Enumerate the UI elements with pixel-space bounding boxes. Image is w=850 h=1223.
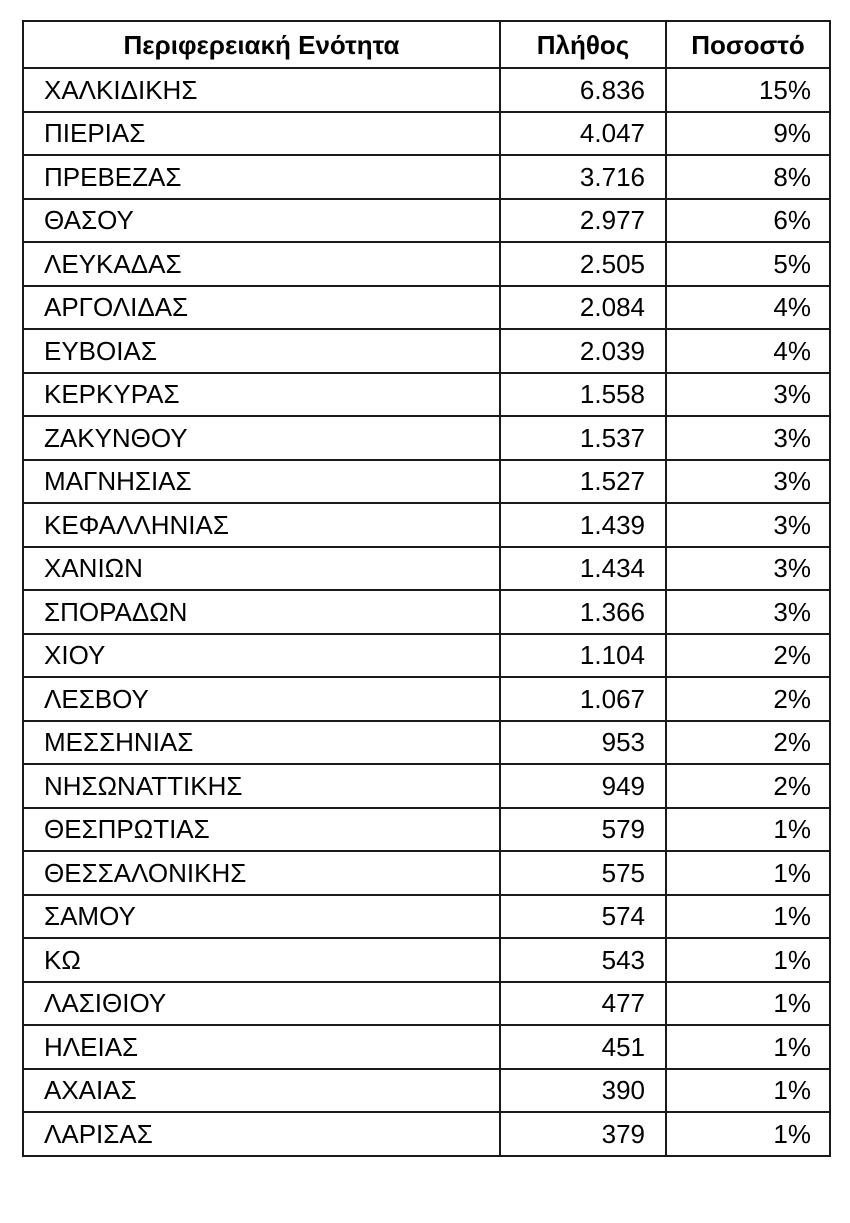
count-cell: 574 <box>500 895 666 939</box>
table-row <box>23 547 830 591</box>
percent-cell: 5% <box>666 242 830 286</box>
table-row <box>23 764 830 808</box>
table-row <box>23 721 830 765</box>
percent-cell: 2% <box>666 721 830 765</box>
region-name-cell: ΧΙΟΥ <box>23 634 500 678</box>
table-row <box>23 112 830 156</box>
percent-cell: 3% <box>666 460 830 504</box>
region-name-cell: ΚΕΦΑΛΛΗΝΙΑΣ <box>23 503 500 547</box>
region-name-cell: ΕΥΒΟΙΑΣ <box>23 329 500 373</box>
table-row <box>23 68 830 112</box>
table-row <box>23 808 830 852</box>
count-cell: 390 <box>500 1069 666 1113</box>
count-cell: 1.439 <box>500 503 666 547</box>
header-count: Πλήθος <box>500 21 666 68</box>
percent-cell: 15% <box>666 68 830 112</box>
percent-cell: 3% <box>666 547 830 591</box>
percent-cell: 1% <box>666 1069 830 1113</box>
region-name-cell: ΚΩ <box>23 938 500 982</box>
count-cell: 2.977 <box>500 199 666 243</box>
percent-cell: 3% <box>666 416 830 460</box>
percent-cell: 4% <box>666 286 830 330</box>
region-name-cell: ΗΛΕΙΑΣ <box>23 1025 500 1069</box>
region-name-cell: ΑΡΓΟΛΙΔΑΣ <box>23 286 500 330</box>
region-name-cell: ΛΕΣΒΟΥ <box>23 677 500 721</box>
count-cell: 543 <box>500 938 666 982</box>
count-cell: 2.084 <box>500 286 666 330</box>
count-cell: 3.716 <box>500 155 666 199</box>
count-cell: 1.558 <box>500 373 666 417</box>
percent-cell: 2% <box>666 634 830 678</box>
region-name-cell: ΣΑΜΟΥ <box>23 895 500 939</box>
percent-cell: 4% <box>666 329 830 373</box>
percent-cell: 6% <box>666 199 830 243</box>
table-row <box>23 503 830 547</box>
region-name-cell: ΖΑΚΥΝΘΟΥ <box>23 416 500 460</box>
table-row <box>23 590 830 634</box>
region-name-cell: ΛΕΥΚΑΔΑΣ <box>23 242 500 286</box>
count-cell: 4.047 <box>500 112 666 156</box>
region-name-cell: ΜΑΓΝΗΣΙΑΣ <box>23 460 500 504</box>
percent-cell: 9% <box>666 112 830 156</box>
table-header <box>23 21 830 68</box>
count-cell: 1.104 <box>500 634 666 678</box>
percent-cell: 1% <box>666 1112 830 1156</box>
table-row <box>23 242 830 286</box>
region-name-cell: ΧΑΛΚΙΔΙΚΗΣ <box>23 68 500 112</box>
count-cell: 1.366 <box>500 590 666 634</box>
header-row <box>23 21 830 68</box>
percent-cell: 1% <box>666 808 830 852</box>
table-row <box>23 1112 830 1156</box>
percent-cell: 3% <box>666 590 830 634</box>
count-cell: 2.039 <box>500 329 666 373</box>
table-row <box>23 938 830 982</box>
table-row <box>23 460 830 504</box>
count-cell: 379 <box>500 1112 666 1156</box>
count-cell: 575 <box>500 851 666 895</box>
count-cell: 1.537 <box>500 416 666 460</box>
percent-cell: 8% <box>666 155 830 199</box>
percent-cell: 1% <box>666 982 830 1026</box>
region-name-cell: ΚΕΡΚΥΡΑΣ <box>23 373 500 417</box>
count-cell: 953 <box>500 721 666 765</box>
region-name-cell: ΠΡΕΒΕΖΑΣ <box>23 155 500 199</box>
percent-cell: 1% <box>666 938 830 982</box>
percent-cell: 3% <box>666 503 830 547</box>
table-row <box>23 155 830 199</box>
percent-cell: 3% <box>666 373 830 417</box>
count-cell: 579 <box>500 808 666 852</box>
table-row <box>23 286 830 330</box>
region-name-cell: ΝΗΣΩΝΑΤΤΙΚΗΣ <box>23 764 500 808</box>
region-name-cell: ΜΕΣΣΗΝΙΑΣ <box>23 721 500 765</box>
percent-cell: 1% <box>666 1025 830 1069</box>
region-name-cell: ΣΠΟΡΑΔΩΝ <box>23 590 500 634</box>
count-cell: 477 <box>500 982 666 1026</box>
region-name-cell: ΛΑΣΙΘΙΟΥ <box>23 982 500 1026</box>
count-cell: 949 <box>500 764 666 808</box>
table-row <box>23 634 830 678</box>
region-name-cell: ΑΧΑΙΑΣ <box>23 1069 500 1113</box>
count-cell: 1.067 <box>500 677 666 721</box>
percent-cell: 1% <box>666 895 830 939</box>
table-row <box>23 1069 830 1113</box>
count-cell: 451 <box>500 1025 666 1069</box>
count-cell: 6.836 <box>500 68 666 112</box>
region-name-cell: ΘΑΣΟΥ <box>23 199 500 243</box>
count-cell: 1.527 <box>500 460 666 504</box>
header-percent: Ποσοστό <box>666 21 830 68</box>
count-cell: 2.505 <box>500 242 666 286</box>
percent-cell: 2% <box>666 764 830 808</box>
table-row <box>23 982 830 1026</box>
count-cell: 1.434 <box>500 547 666 591</box>
percent-cell: 1% <box>666 851 830 895</box>
region-name-cell: ΘΕΣΣΑΛΟΝΙΚΗΣ <box>23 851 500 895</box>
table-row <box>23 199 830 243</box>
table-row <box>23 677 830 721</box>
table-row <box>23 1025 830 1069</box>
table-row <box>23 329 830 373</box>
header-region: Περιφερειακή Ενότητα <box>23 21 500 68</box>
region-stats-table <box>22 20 831 1157</box>
table-body <box>23 68 830 1156</box>
region-name-cell: ΘΕΣΠΡΩΤΙΑΣ <box>23 808 500 852</box>
table-row <box>23 851 830 895</box>
table-row <box>23 895 830 939</box>
table-row <box>23 416 830 460</box>
region-name-cell: ΧΑΝΙΩΝ <box>23 547 500 591</box>
region-name-cell: ΛΑΡΙΣΑΣ <box>23 1112 500 1156</box>
region-name-cell: ΠΙΕΡΙΑΣ <box>23 112 500 156</box>
table-row <box>23 373 830 417</box>
percent-cell: 2% <box>666 677 830 721</box>
